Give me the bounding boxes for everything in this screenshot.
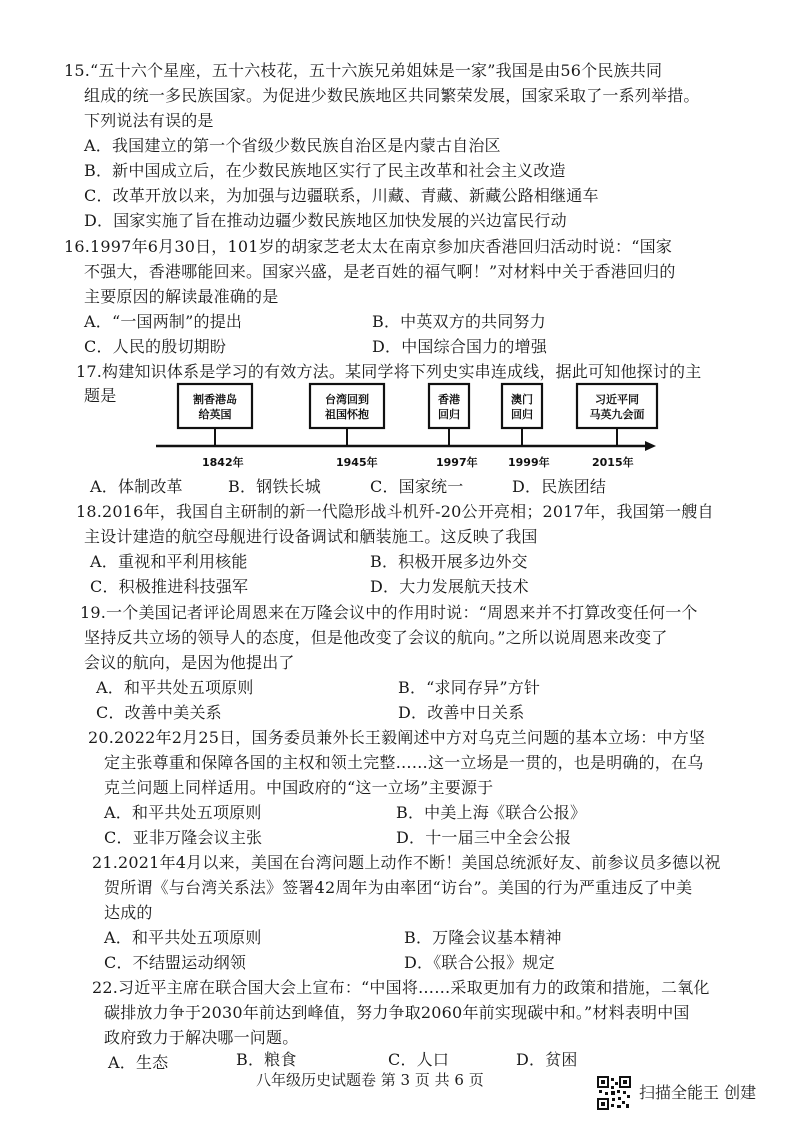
q20-option-a: A．和平共处五项原则: [104, 803, 262, 822]
timeline-event-label: 台湾回到: [325, 393, 369, 406]
q17-option-a: A．体制改革: [90, 477, 183, 496]
q18-option-a: A．重视和平利用核能: [90, 552, 248, 571]
q19-option-a: A．和平共处五项原则: [96, 678, 254, 697]
timeline-year-label: 1842年: [202, 456, 244, 469]
timeline-event-label: 回归: [511, 408, 533, 421]
timeline-event-label: 习近平同: [595, 393, 639, 406]
timeline-year-label: 2015年: [592, 456, 634, 469]
q20-stem-line-2: 定主张尊重和保障各国的主权和领土完整……这一立场是一贯的，也是明确的，在乌: [104, 753, 704, 772]
timeline-year-label: 1997年: [436, 456, 478, 469]
timeline-event-label: 祖国怀抱: [325, 408, 369, 421]
q22-option-d: D．贫困: [516, 1049, 582, 1071]
q21-option-b: B．万隆会议基本精神: [404, 928, 562, 947]
timeline-event-label: 割香港岛: [193, 393, 237, 406]
q21-option-a: A．和平共处五项原则: [104, 928, 262, 947]
q15-option-b: B．新中国成立后，在少数民族地区实行了民主改革和社会主义改造: [84, 161, 566, 180]
q18-option-d: D．大力发展航天技术: [370, 577, 529, 596]
q22-stem-line-3: 政府致力于解决哪一问题。: [104, 1028, 299, 1047]
q22-option-b: B．粮食: [236, 1049, 301, 1071]
timeline-graphic: [150, 378, 660, 470]
timeline-year-label: 1999年: [508, 456, 550, 469]
q19-stem-line-1: 19.一个美国记者评论周恩来在万隆会议中的作用时说：“周恩来并不打算改变任何一个: [80, 603, 698, 622]
q16-option-b: B．中英双方的共同努力: [372, 312, 546, 331]
q18-option-c: C．积极推进科技强军: [90, 577, 249, 596]
q18-stem-line-2: 主设计建造的航空母舰进行设备调试和舾装施工。这反映了我国: [84, 527, 538, 546]
q16-stem-line-2: 不强大，香港哪能回来。国家兴盛，是老百姓的福气啊！”对材料中关于香港回归的: [84, 262, 676, 281]
q15-stem-line-3: 下列说法有误的是: [84, 111, 214, 130]
timeline-event-label: 给英国: [198, 408, 232, 421]
q21-option-c: C．不结盟运动纲领: [104, 953, 247, 972]
q21-stem-line-1: 21.2021年4月以来，美国在台湾问题上动作不断！美国总统派好友、前参议员多德以祝: [92, 853, 721, 872]
q16-stem-line-3: 主要原因的解读最准确的是: [84, 287, 279, 306]
timeline-year-label: 1945年: [336, 456, 378, 469]
q16-option-d: D．中国综合国力的增强: [372, 337, 548, 356]
q16-option-a: A．“一国两制”的提出: [84, 312, 243, 331]
qr-code-icon: [597, 1076, 631, 1110]
q20-stem-line-1: 20.2022年2月25日，国务委员兼外长王毅阐述中方对乌克兰问题的基本立场：中方坚: [88, 728, 706, 747]
q20-option-c: C．亚非万隆会议主张: [104, 828, 263, 847]
q17-option-c: C．国家统一: [370, 477, 464, 496]
q19-option-b: B．“求同存异”方针: [398, 678, 541, 697]
q19-stem-line-3: 会议的航向，是因为他提出了: [84, 653, 295, 672]
timeline-event-box: [577, 384, 657, 428]
timeline-event-box: [502, 384, 542, 428]
q21-stem-line-3: 达成的: [104, 903, 153, 922]
q21-stem-line-2: 贺所谓《与台湾关系法》签署42周年为由率团“访台”。美国的行为严重违反了中美: [104, 878, 693, 897]
q17-option-b: B．钢铁长城: [228, 477, 321, 496]
q17-option-d: D．民族团结: [512, 477, 607, 496]
timeline-event-box: [310, 384, 384, 428]
q20-option-b: B．中美上海《联合公报》: [396, 803, 587, 822]
timeline-event-box: [429, 384, 469, 428]
q16-option-c: C．人民的殷切期盼: [84, 337, 227, 356]
scanner-watermark: [597, 1074, 787, 1114]
q19-option-c: C．改善中美关系: [96, 703, 222, 722]
q21-option-d: D．《联合公报》规定: [404, 953, 555, 972]
page-footer: 八年级历史试题卷 第 3 页 共 6 页: [256, 1071, 484, 1089]
q15-option-c: C．改革开放以来，为加强与边疆联系，川藏、青藏、新藏公路相继通车: [84, 186, 599, 205]
q17-stem-line-1: 17.构建知识体系是学习的有效方法。某同学将下列史实串连成线，据此可知他探讨的主: [76, 362, 702, 381]
q15-stem-line-2: 组成的统一多民族国家。为促进少数民族地区共同繁荣发展，国家采取了一系列举措。: [84, 86, 700, 105]
q19-stem-line-2: 坚持反共立场的领导人的态度，但是他改变了会议的航向。”之所以说周恩来改变了: [84, 628, 668, 647]
q16-stem-line-1: 16.1997年6月30日，101岁的胡家芝老太太在南京参加庆香港回归活动时说：“国家: [64, 237, 673, 256]
q18-option-b: B．积极开展多边外交: [370, 552, 528, 571]
q15-stem-line-1: 15.“五十六个星座，五十六枝花，五十六族兄弟姐妹是一家”我国是由56个民族共同: [64, 61, 663, 80]
q15-option-a: A．我国建立的第一个省级少数民族自治区是内蒙古自治区: [84, 136, 501, 155]
watermark-text: 扫描全能王 创建: [639, 1083, 757, 1102]
timeline-event-box: [178, 384, 252, 428]
timeline-arrow: [645, 441, 656, 451]
q17-stem-line-2: 题是: [84, 386, 117, 405]
q20-option-d: D．十一届三中全会公报: [396, 828, 572, 847]
history-timeline: [150, 378, 660, 470]
q22-option-a: A．生态: [108, 1052, 172, 1074]
timeline-event-label: 澳门: [511, 393, 533, 406]
timeline-event-label: 回归: [438, 408, 460, 421]
q19-option-d: D．改善中日关系: [398, 703, 525, 722]
q22-option-c: C．人口: [388, 1049, 453, 1071]
timeline-event-label: 马英九会面: [589, 408, 645, 421]
q20-stem-line-3: 克兰问题上同样适用。中国政府的“这一立场”主要源于: [104, 778, 494, 797]
q22-stem-line-2: 碳排放力争于2030年前达到峰值，努力争取2060年前实现碳中和。”材料表明中国: [104, 1003, 690, 1022]
timeline-event-label: 香港: [438, 393, 460, 406]
q15-option-d: D．国家实施了旨在推动边疆少数民族地区加快发展的兴边富民行动: [84, 211, 567, 230]
q22-stem-line-1: 22.习近平主席在联合国大会上宣布：“中国将……采取更加有力的政策和措施，二氧化: [92, 978, 710, 997]
q18-stem-line-1: 18.2016年，我国自主研制的新一代隐形战斗机歼-20公开亮相；2017年，我国第一艘自: [76, 502, 714, 521]
